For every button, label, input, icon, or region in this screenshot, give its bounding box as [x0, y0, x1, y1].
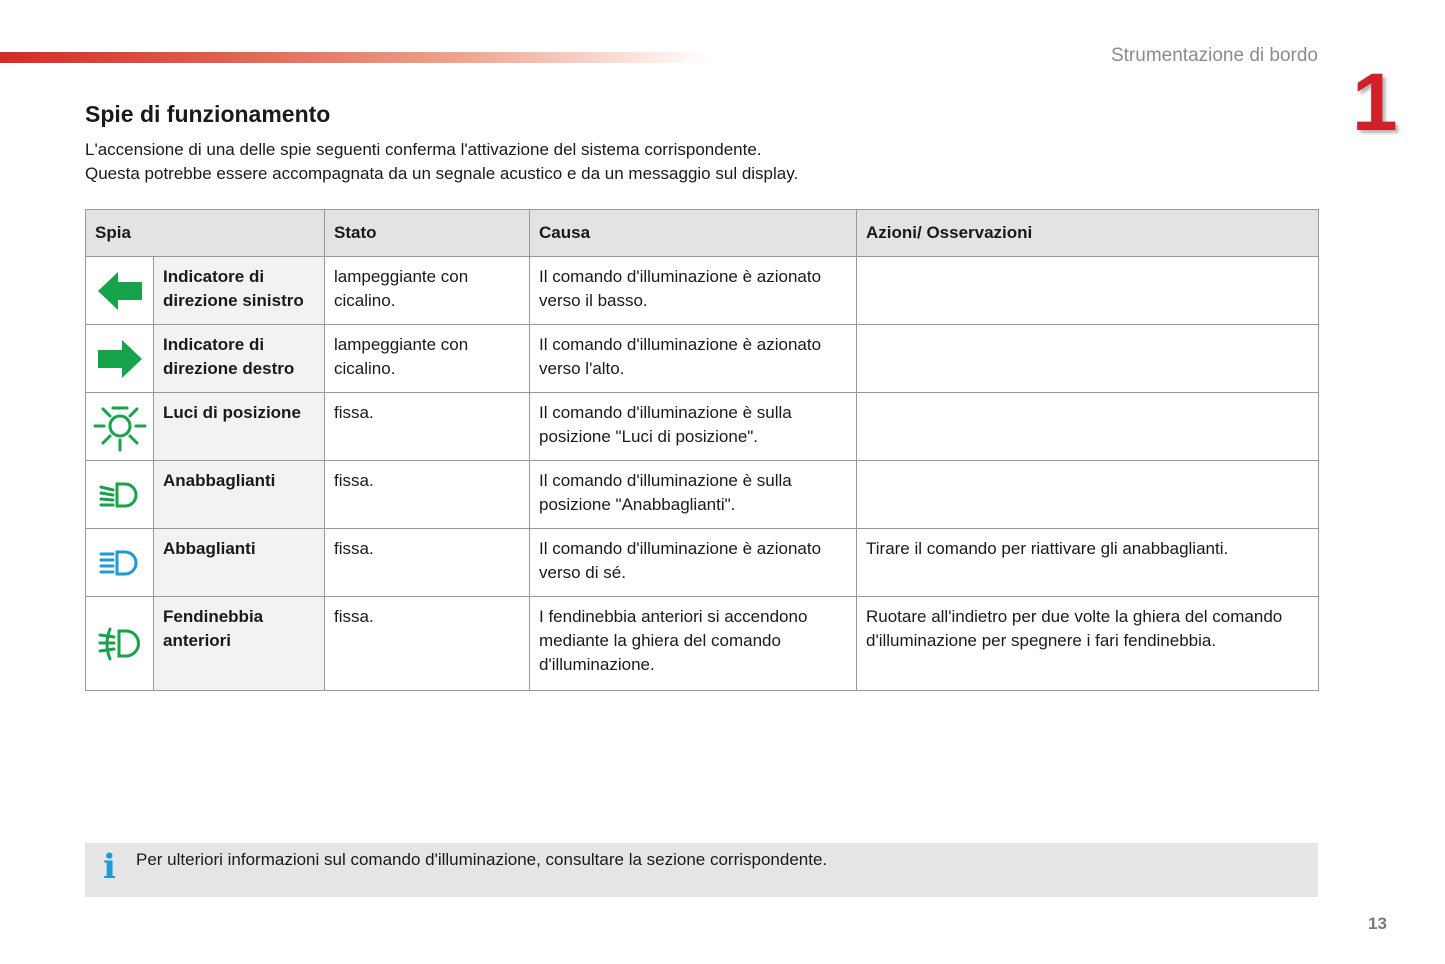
- header-spia: Spia: [86, 210, 325, 257]
- table-header-row: [86, 210, 1319, 257]
- right-turn-indicator-icon: [86, 338, 153, 380]
- light-name: Luci di posizione: [154, 393, 325, 461]
- table-row: [86, 393, 1319, 461]
- light-actions: [857, 393, 1319, 461]
- position-lights-icon: [86, 402, 153, 452]
- light-state: lampeggiante con cicalino.: [325, 325, 530, 393]
- light-cause: Il comando d'illuminazione è azionato verso di sé.: [530, 529, 857, 597]
- table-row: [86, 529, 1319, 597]
- page-number: 13: [1368, 914, 1387, 933]
- dipped-beam-icon: [86, 481, 153, 509]
- table-row: [86, 325, 1319, 393]
- left-turn-indicator-icon: [86, 270, 153, 312]
- light-actions: [857, 325, 1319, 393]
- light-actions: [857, 461, 1319, 529]
- info-icon: i: [103, 847, 116, 887]
- intro-line-2: Questa potrebbe essere accompagnata da un segnale acustico e da un messaggio sul display.: [85, 164, 799, 183]
- header-color-band: [0, 52, 710, 63]
- light-actions: Ruotare all'indietro per due volte la ghiera del comando d'illuminazione per spegnere i fari fendinebbia.: [857, 597, 1319, 691]
- light-actions: Tirare il comando per riattivare gli anabbaglianti.: [857, 529, 1319, 597]
- light-cause: Il comando d'illuminazione è azionato verso il basso.: [530, 257, 857, 325]
- front-fog-lamps-icon: [86, 627, 153, 661]
- warning-lights-table: [85, 209, 1319, 691]
- chapter-number: 1: [1352, 57, 1398, 148]
- light-name: Fendinebbia anteriori: [154, 597, 325, 691]
- table-row: [86, 257, 1319, 325]
- intro-text: [85, 138, 798, 186]
- light-actions: [857, 257, 1319, 325]
- light-name: Indicatore di direzione destro: [154, 325, 325, 393]
- light-state: fissa.: [325, 393, 530, 461]
- header-azioni: Azioni/ Osservazioni: [857, 210, 1319, 257]
- light-state: fissa.: [325, 461, 530, 529]
- table-row: [86, 461, 1319, 529]
- light-name: Anabbaglianti: [154, 461, 325, 529]
- light-cause: Il comando d'illuminazione è sulla posizione "Anabbaglianti".: [530, 461, 857, 529]
- info-text: Per ulteriori informazioni sul comando d'illuminazione, consultare la sezione corrispondente.: [136, 850, 828, 869]
- info-box: [85, 843, 1318, 897]
- light-cause: I fendinebbia anteriori si accendono mediante la ghiera del comando d'illuminazione.: [530, 597, 857, 691]
- page-title: Spie di funzionamento: [85, 101, 331, 127]
- main-beam-icon: [86, 549, 153, 577]
- header-causa: Causa: [530, 210, 857, 257]
- intro-line-1: L'accensione di una delle spie seguenti conferma l'attivazione del sistema corrispondente.: [85, 140, 762, 159]
- header-stato: Stato: [325, 210, 530, 257]
- section-label: Strumentazione di bordo: [1110, 45, 1318, 66]
- light-name: Abbaglianti: [154, 529, 325, 597]
- light-state: fissa.: [325, 529, 530, 597]
- light-cause: Il comando d'illuminazione è sulla posizione "Luci di posizione".: [530, 393, 857, 461]
- light-name: Indicatore di direzione sinistro: [154, 257, 325, 325]
- light-cause: Il comando d'illuminazione è azionato verso l'alto.: [530, 325, 857, 393]
- light-state: lampeggiante con cicalino.: [325, 257, 530, 325]
- table-row: [86, 597, 1319, 691]
- light-state: fissa.: [325, 597, 530, 691]
